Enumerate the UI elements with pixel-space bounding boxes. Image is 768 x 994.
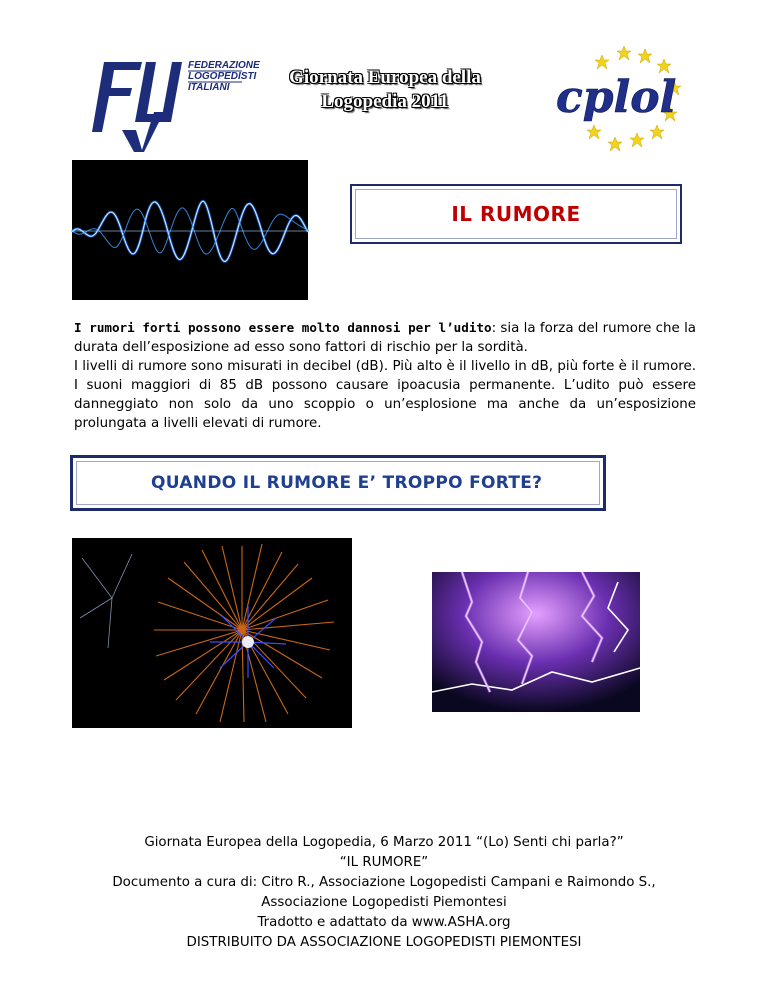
sound-wave-image [72, 160, 308, 300]
footer-line6: DISTRIBUITO DA ASSOCIAZIONE LOGOPEDISTI PIEMONTESI [186, 935, 582, 950]
section-title: IL RUMORE [451, 202, 581, 226]
footer-line2: “IL RUMORE” [339, 855, 429, 870]
footer-line4: Associazione Logopedisti Piemontesi [261, 895, 507, 910]
lightning-image [432, 572, 640, 712]
footer-line5: Tradotto e adattato da www.ASHA.org [257, 915, 511, 930]
header-title-line1: Giornata Europea della [289, 67, 481, 88]
paragraph-second: I livelli di rumore sono misurati in decibel (dB). Più alto è il livello in dB, più forte è il rumore. I suoni maggiori di 85 dB possono causare ipoacusia permanente. L’udito può essere danneggiato non solo da uno scoppio o un’esplosione ma anche da un’esposizione prolungata a livelli elevati di rumore. [74, 359, 696, 431]
fireworks-image [72, 538, 352, 728]
paragraph-first [74, 318, 696, 357]
fli-logo [92, 52, 260, 152]
footer-line3: Documento a cura di: Citro R., Associazione Logopedisti Campani e Raimondo S., [112, 875, 656, 890]
fli-logo-line2: LOGOPEDISTI [188, 71, 257, 82]
paragraph-bold-lead: I rumori forti possono essere molto dannosi per l’udito [74, 320, 492, 335]
body-paragraph [74, 318, 696, 433]
footer-line1: Giornata Europea della Logopedia, 6 Marzo 2011 “(Lo) Senti chi parla?” [144, 835, 624, 850]
section-title-box [350, 184, 682, 244]
header-title [250, 66, 520, 114]
footer [40, 833, 728, 953]
cplol-logo-text: cplol [556, 72, 677, 123]
fli-logo-line3: ITALIANI [188, 82, 230, 93]
question-title: QUANDO IL RUMORE E’ TROPPO FORTE? [151, 473, 543, 493]
cplol-logo [552, 44, 692, 154]
question-title-box [70, 455, 606, 511]
header-title-line2: Logopedia 2011 [321, 91, 449, 112]
paragraph-line1-rest: : sia la forza del rumore che la durata dell’esposizione ad esso sono fattori di rischio per la sordità. [74, 321, 696, 355]
fli-logo-line1: FEDERAZIONE [188, 60, 260, 71]
